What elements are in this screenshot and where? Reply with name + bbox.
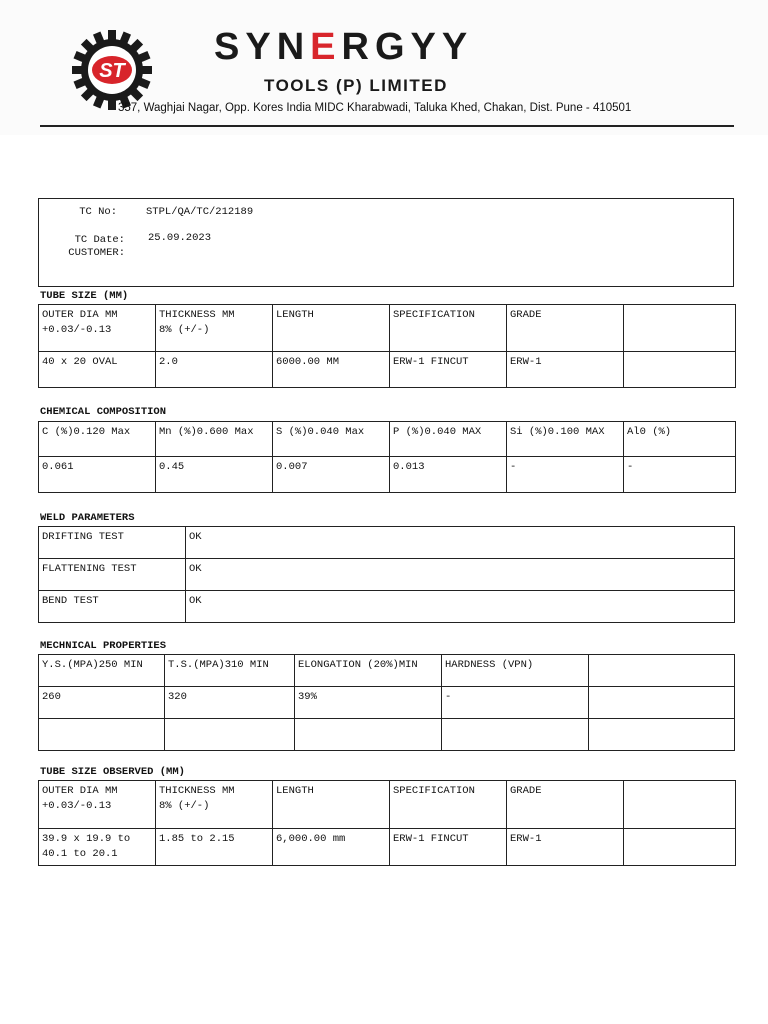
header-cell: P (%)0.040 MAX [390, 422, 507, 457]
table-cell: - [442, 687, 589, 719]
chemical-composition-title: CHEMICAL COMPOSITION [40, 406, 167, 418]
header-cell: C (%)0.120 Max [39, 422, 156, 457]
header-cell: THICKNESS MM 8% (+/-) [156, 305, 273, 352]
table-cell: 6000.00 MM [273, 352, 390, 388]
tc-no-label: TC No: [79, 206, 117, 218]
tube-size-title: TUBE SIZE (MM) [40, 290, 129, 302]
header-cell: Si (%)0.100 MAX [507, 422, 624, 457]
header-cell: Al0 (%) [624, 422, 736, 457]
table-cell: 40 x 20 OVAL [39, 352, 156, 388]
table-cell [589, 719, 735, 751]
table-cell: 0.007 [273, 457, 390, 493]
table-row [39, 687, 735, 719]
table-cell: OK [186, 591, 735, 623]
header-cell: GRADE [507, 781, 624, 829]
tc-date-value: 25.09.2023 [148, 232, 212, 244]
table-row [39, 527, 735, 559]
table-cell: 6,000.00 mm [273, 829, 390, 866]
header-cell: LENGTH [273, 781, 390, 829]
header-cell: T.S.(MPA)310 MIN [165, 655, 295, 687]
table-cell: 260 [39, 687, 165, 719]
table-cell [442, 719, 589, 751]
header-cell: ELONGATION (20%)MIN [295, 655, 442, 687]
table-header-row [39, 305, 736, 352]
table-cell [295, 719, 442, 751]
table-cell: 0.45 [156, 457, 273, 493]
table-row [39, 719, 735, 751]
table-cell [624, 352, 736, 388]
table-cell: 1.85 to 2.15 [156, 829, 273, 866]
company-logo [72, 30, 152, 110]
header-cell [589, 655, 735, 687]
table-cell: 0.061 [39, 457, 156, 493]
table-row [39, 352, 736, 388]
letterhead [0, 0, 768, 135]
tc-date-label: TC Date: [74, 234, 125, 246]
header-cell: S (%)0.040 Max [273, 422, 390, 457]
customer-label: CUSTOMER: [68, 247, 125, 259]
tube-size-observed-table [38, 780, 736, 866]
table-cell [39, 719, 165, 751]
table-cell: ERW-1 [507, 352, 624, 388]
table-cell: OK [186, 559, 735, 591]
table-row [39, 559, 735, 591]
header-cell [624, 305, 736, 352]
tube-size-observed-title: TUBE SIZE OBSERVED (MM) [40, 766, 185, 778]
table-cell: ERW-1 [507, 829, 624, 866]
tube-size-table [38, 304, 736, 388]
company-name-part3: RGYY [341, 26, 474, 68]
table-cell [624, 829, 736, 866]
header-cell: HARDNESS (VPN) [442, 655, 589, 687]
header-cell: Mn (%)0.600 Max [156, 422, 273, 457]
tc-no-value: STPL/QA/TC/212189 [146, 206, 254, 218]
header-cell: OUTER DIA MM +0.03/-0.13 [39, 781, 156, 829]
table-header-row [39, 422, 736, 457]
header-divider [40, 125, 734, 127]
header-cell: Y.S.(MPA)250 MIN [39, 655, 165, 687]
table-cell: - [624, 457, 736, 493]
table-cell: 39.9 x 19.9 to 40.1 to 20.1 [39, 829, 156, 866]
header-cell: GRADE [507, 305, 624, 352]
weld-parameters-table [38, 526, 735, 623]
table-cell: 320 [165, 687, 295, 719]
table-row [39, 457, 736, 493]
table-cell: ERW-1 FINCUT [390, 829, 507, 866]
table-header-row [39, 655, 735, 687]
table-row [39, 829, 736, 866]
chemical-composition-table [38, 421, 736, 493]
header-cell: THICKNESS MM 8% (+/-) [156, 781, 273, 829]
table-cell: ERW-1 FINCUT [390, 352, 507, 388]
table-cell: - [507, 457, 624, 493]
table-cell: BEND TEST [39, 591, 186, 623]
header-cell: OUTER DIA MM +0.03/-0.13 [39, 305, 156, 352]
table-cell [165, 719, 295, 751]
header-cell: SPECIFICATION [390, 305, 507, 352]
table-cell: FLATTENING TEST [39, 559, 186, 591]
table-row [39, 591, 735, 623]
company-name-accent: E [310, 26, 342, 68]
header-cell [624, 781, 736, 829]
mechanical-properties-title: MECHNICAL PROPERTIES [40, 640, 167, 652]
certificate-info-box [38, 198, 734, 287]
company-name-part1: SYN [214, 26, 311, 68]
table-cell: DRIFTING TEST [39, 527, 186, 559]
table-cell: OK [186, 527, 735, 559]
company-subtitle: TOOLS (P) LIMITED [264, 76, 448, 95]
table-cell [589, 687, 735, 719]
table-cell: 39% [295, 687, 442, 719]
company-address: 357, Waghjai Nagar, Opp. Kores India MIDC Kharabwadi, Taluka Khed, Chakan, Dist. Pune - 410501 [118, 102, 632, 114]
mechanical-properties-table [38, 654, 735, 751]
header-cell: SPECIFICATION [390, 781, 507, 829]
table-cell: 0.013 [390, 457, 507, 493]
company-name [214, 28, 473, 66]
header-cell: LENGTH [273, 305, 390, 352]
weld-parameters-title: WELD PARAMETERS [40, 512, 135, 524]
table-cell: 2.0 [156, 352, 273, 388]
logo-text: ST [99, 60, 125, 82]
table-header-row [39, 781, 736, 829]
